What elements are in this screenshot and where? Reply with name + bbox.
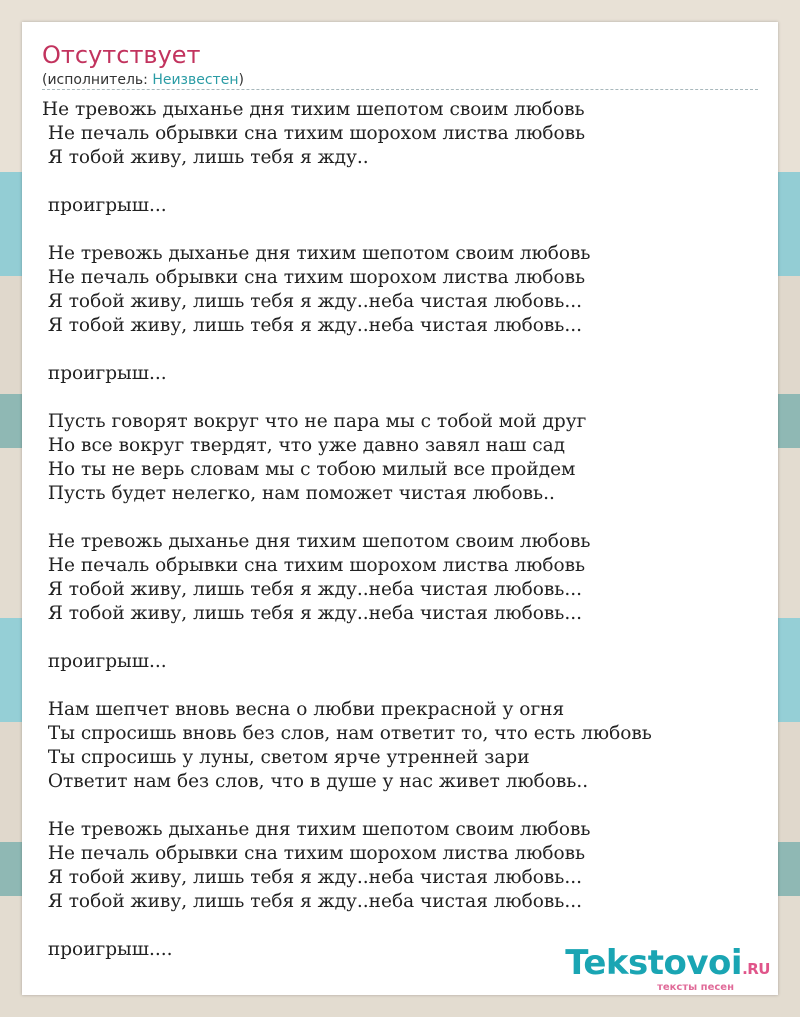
lyric-line bbox=[42, 170, 762, 194]
lyrics-card bbox=[22, 22, 778, 995]
logo-name: Tekstovoi bbox=[565, 943, 743, 983]
lyrics-text bbox=[42, 98, 762, 962]
lyric-line: Ты спросишь вновь без слов, нам ответит то, что есть любовь bbox=[42, 723, 652, 744]
lyric-line: Не печаль обрывки сна тихим шорохом листва любовь bbox=[42, 555, 586, 576]
performer-prefix: (исполнитель: bbox=[42, 72, 153, 88]
lyric-line bbox=[42, 218, 762, 242]
lyric-line bbox=[42, 794, 762, 818]
lyric-line: Я тобой живу, лишь тебя я жду..неба чистая любовь... bbox=[42, 603, 583, 624]
lyric-line: проигрыш... bbox=[42, 195, 167, 216]
lyric-line: Не печаль обрывки сна тихим шорохом листва любовь bbox=[42, 123, 586, 144]
lyric-line: Не тревожь дыханье дня тихим шепотом своим любовь bbox=[42, 99, 585, 120]
lyric-line: Пусть говорят вокруг что не пара мы с тобой мой друг bbox=[42, 411, 587, 432]
lyric-line: Не тревожь дыханье дня тихим шепотом своим любовь bbox=[42, 819, 591, 840]
lyric-line: Пусть будет нелегко, нам поможет чистая любовь.. bbox=[42, 483, 555, 504]
lyric-line: Нам шепчет вновь весна о любви прекрасной у огня bbox=[42, 699, 565, 720]
lyric-line: Не печаль обрывки сна тихим шорохом листва любовь bbox=[42, 843, 586, 864]
lyric-line: Я тобой живу, лишь тебя я жду..неба чистая любовь... bbox=[42, 315, 583, 336]
lyric-line: Ты спросишь у луны, светом ярче утренней зари bbox=[42, 747, 530, 768]
title-divider bbox=[42, 89, 758, 90]
lyric-line: проигрыш... bbox=[42, 651, 167, 672]
lyric-line: Я тобой живу, лишь тебя я жду..неба чистая любовь... bbox=[42, 291, 583, 312]
logo-tagline: тексты песен bbox=[657, 982, 734, 993]
lyric-line bbox=[42, 506, 762, 530]
song-title: Отсутствует bbox=[42, 41, 201, 69]
lyric-line bbox=[42, 386, 762, 410]
lyric-line: Я тобой живу, лишь тебя я жду..неба чистая любовь... bbox=[42, 867, 583, 888]
lyric-line: Не тревожь дыханье дня тихим шепотом своим любовь bbox=[42, 531, 591, 552]
lyric-line: проигрыш... bbox=[42, 363, 167, 384]
lyric-line: Я тобой живу, лишь тебя я жду.. bbox=[42, 147, 369, 168]
artist-link[interactable]: Неизвестен bbox=[152, 72, 239, 88]
performer-suffix: ) bbox=[238, 72, 244, 88]
lyric-line bbox=[42, 338, 762, 362]
site-logo[interactable] bbox=[565, 944, 770, 993]
lyric-line bbox=[42, 674, 762, 698]
lyric-line: проигрыш.... bbox=[42, 939, 173, 960]
logo-tld: .RU bbox=[742, 960, 770, 978]
lyric-line: Но ты не верь словам мы с тобою милый все пройдем bbox=[42, 459, 576, 480]
lyric-line: Я тобой живу, лишь тебя я жду..неба чистая любовь... bbox=[42, 891, 583, 912]
lyric-line: Не печаль обрывки сна тихим шорохом листва любовь bbox=[42, 267, 586, 288]
lyric-line bbox=[42, 626, 762, 650]
lyric-line bbox=[42, 914, 762, 938]
lyric-line: Ответит нам без слов, что в душе у нас живет любовь.. bbox=[42, 771, 589, 792]
lyric-line: Я тобой живу, лишь тебя я жду..неба чистая любовь... bbox=[42, 579, 583, 600]
lyric-line: Но все вокруг твердят, что уже давно завял наш сад bbox=[42, 435, 566, 456]
performer-line bbox=[42, 71, 244, 89]
lyric-line: Не тревожь дыханье дня тихим шепотом своим любовь bbox=[42, 243, 591, 264]
